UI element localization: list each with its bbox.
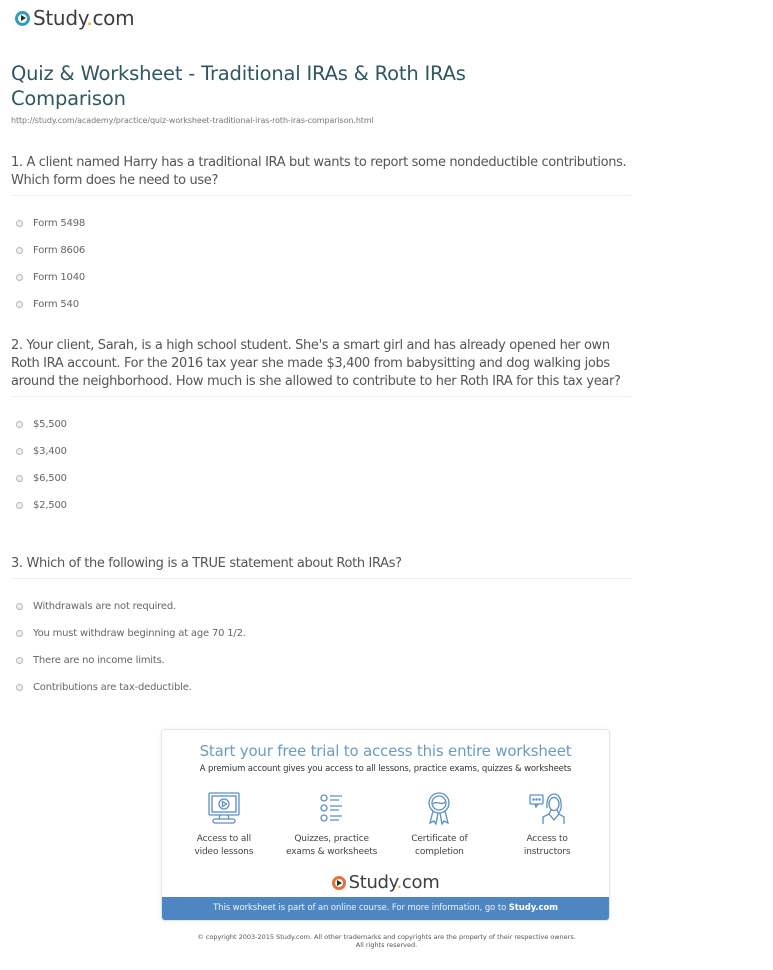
promo-study-logo[interactable] [162, 872, 609, 893]
play-logo-icon [15, 11, 30, 26]
logo-wordmark: Study.com [348, 872, 440, 893]
radio-button-icon[interactable] [16, 475, 23, 482]
copyright-notice: © copyright 2003-2015 Study.com. All other trademarks and copyrights are the property of their respective owners. All rights reserved. [197, 933, 576, 949]
answer-option[interactable]: Form 8606 [11, 237, 761, 264]
answer-option[interactable]: Contributions are tax-deductible. [11, 674, 761, 701]
play-logo-icon [332, 876, 346, 890]
instructor-icon [527, 790, 567, 828]
feature-label: Quizzes, practice exams & worksheets [286, 834, 378, 857]
promo-subheading: A premium account gives you access to all lessons, practice exams, quizzes & worksheets [199, 764, 572, 774]
radio-button-icon[interactable] [16, 421, 23, 428]
certificate-icon [419, 790, 459, 828]
feature-instructors [495, 790, 600, 859]
answer-option[interactable]: Form 540 [11, 291, 761, 318]
feature-certificate [387, 790, 492, 859]
answer-option[interactable]: There are no income limits. [11, 647, 761, 674]
video-lesson-icon [204, 790, 244, 828]
logo-wordmark: Study.com [33, 6, 135, 30]
answer-options [11, 411, 761, 519]
radio-button-icon[interactable] [16, 274, 23, 281]
answer-options [11, 210, 761, 318]
answer-option[interactable]: $5,500 [11, 411, 761, 438]
question-1 [11, 154, 761, 318]
question-3 [11, 555, 761, 701]
answer-options [11, 593, 761, 701]
radio-button-icon[interactable] [16, 301, 23, 308]
radio-button-icon[interactable] [16, 603, 23, 610]
answer-option[interactable]: You must withdraw beginning at age 70 1/2. [11, 620, 761, 647]
radio-button-icon[interactable] [16, 220, 23, 227]
feature-quizzes [279, 790, 384, 859]
feature-label: Certificate of completion [411, 834, 468, 857]
page-url[interactable]: http://study.com/academy/practice/quiz-worksheet-traditional-iras-roth-iras-comparison.html [11, 116, 374, 125]
answer-option[interactable]: $3,400 [11, 438, 761, 465]
question-2 [11, 337, 761, 519]
question-text: 2. Your client, Sarah, is a high school student. She's a smart girl and has already opened her own Roth IRA account. For the 2016 tax year she made $3,400 from babysitting and dog walking jobs around the neighborhood. How much is she allowed to contribute to her Roth IRA for this tax year? [11, 337, 631, 397]
radio-button-icon[interactable] [16, 684, 23, 691]
answer-option[interactable]: $6,500 [11, 465, 761, 492]
study-logo[interactable] [15, 6, 134, 30]
feature-list [162, 790, 609, 859]
quiz-list-icon [312, 790, 352, 828]
promo-info-bar[interactable]: This worksheet is part of an online course. For more information, go to Study.com [162, 897, 609, 920]
radio-button-icon[interactable] [16, 657, 23, 664]
answer-option[interactable]: Form 5498 [11, 210, 761, 237]
study-com-link[interactable]: Study.com [508, 903, 558, 913]
radio-button-icon[interactable] [16, 448, 23, 455]
feature-label: Access to instructors [523, 834, 571, 857]
question-text: 1. A client named Harry has a traditional IRA but wants to report some nondeductible contributions. Which form does he need to use? [11, 154, 631, 196]
radio-button-icon[interactable] [16, 630, 23, 637]
question-text: 3. Which of the following is a TRUE statement about Roth IRAs? [11, 555, 631, 579]
answer-option[interactable]: Form 1040 [11, 264, 761, 291]
free-trial-promo[interactable] [161, 729, 610, 921]
answer-option[interactable]: Withdrawals are not required. [11, 593, 761, 620]
page-title: Quiz & Worksheet - Traditional IRAs & Roth IRAs Comparison [11, 62, 466, 110]
radio-button-icon[interactable] [16, 502, 23, 509]
feature-label: Access to all video lessons [194, 834, 254, 857]
promo-heading[interactable]: Start your free trial to access this entire worksheet [199, 742, 572, 760]
radio-button-icon[interactable] [16, 247, 23, 254]
answer-option[interactable]: $2,500 [11, 492, 761, 519]
feature-video-lessons [171, 790, 276, 859]
